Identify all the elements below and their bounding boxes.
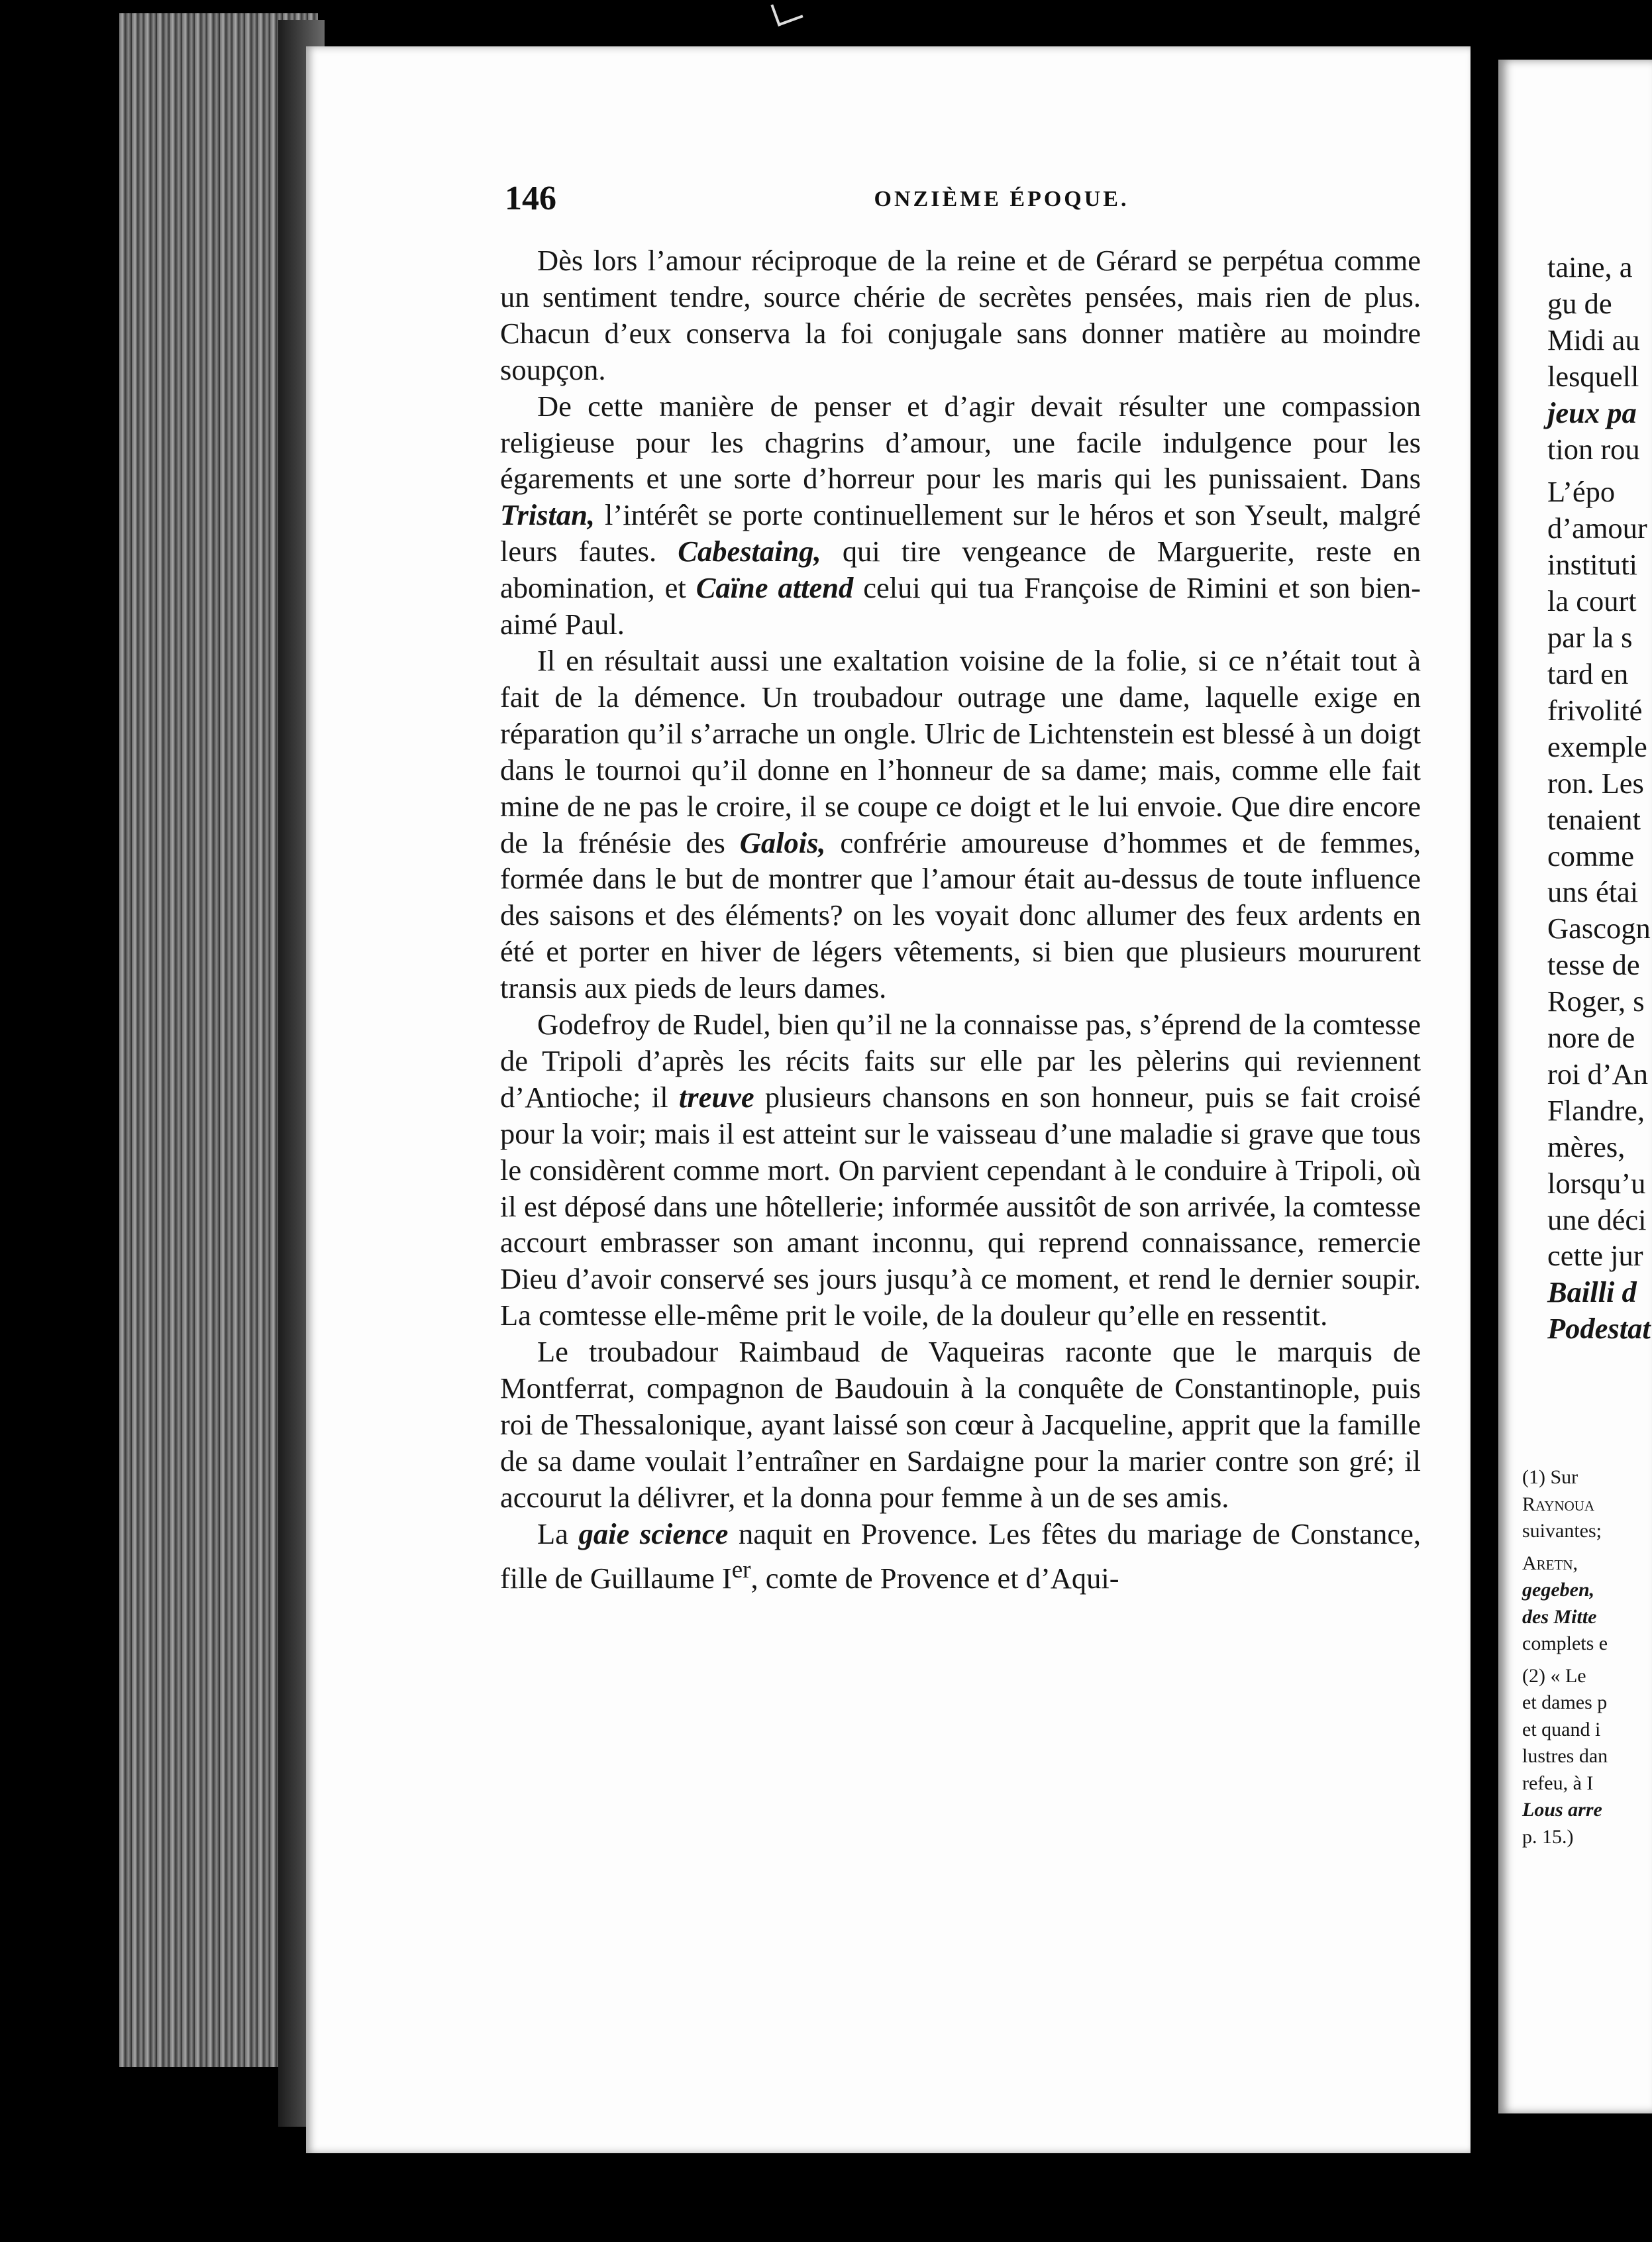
right-page-line: p. 15.) [1522,1825,1574,1848]
paragraph-text: l’intérêt se porte continuellement sur le héros et son Yseult, malgré leurs fautes. [500,498,1421,568]
right-page-line: Podestat [1547,1312,1651,1346]
paragraph-text: Le troubadour Raimbaud de Vaqueiras raconte que le marquis de Montferrat, compagnon de Baudouin à la conquête de Constantinople, puis roi de Thessalonique, ayant laissé son cœur à Jacqueline, apprit que la famille de sa dame voulait l’entraîner en Sardaigne pour la marier contre son gré; il accourut la délivrer, et la donna pour femme à un de ses amis. [500,1335,1421,1514]
paragraph-3 [500,643,1421,1006]
right-page-line: lustres dan [1522,1745,1608,1767]
right-page-line: Roger, s [1547,985,1645,1018]
right-page-line: tard en [1547,657,1629,690]
right-page-footnotes [1522,1464,1652,1850]
right-page-line: et quand i [1522,1718,1601,1740]
right-page-line: Flandre, [1547,1093,1645,1127]
paragraph-text: Godefroy de Rudel, bien qu’il ne la connaisse pas, s’éprend de la comtesse de Tripoli d’après les récits faits sur elle par les pèlerins qui reviennent d’Antioche; il [500,1008,1421,1114]
right-page-text [1547,249,1652,1347]
right-page-line: Midi au [1547,323,1640,356]
right-page-line: Gascogn [1547,912,1651,945]
right-page-line: tesse de [1547,948,1640,982]
paragraph-2 [500,388,1421,643]
right-page-line: des Mitte [1522,1605,1597,1628]
right-page-line: L’épo [1547,475,1616,509]
body-text [500,242,1421,1596]
right-page-line: roi d’An [1547,1057,1649,1091]
right-page-line: lesquell [1547,359,1639,393]
right-page-line: gegeben, [1522,1579,1595,1601]
right-page-line: suivantes; [1522,1520,1602,1542]
right-page-line: mères, [1547,1130,1626,1163]
right-page-line: une déci [1547,1202,1647,1236]
page-number: 146 [505,180,556,217]
superscript: er [731,1556,751,1583]
right-page-line: et dames p [1522,1691,1608,1713]
left-page [306,46,1471,2153]
running-head [505,179,1498,225]
paragraph-4 [500,1006,1421,1334]
right-page-line: par la s [1547,621,1633,655]
italic-word-treuve: treuve [678,1080,754,1114]
paragraph-5 [500,1334,1421,1516]
right-page-line: instituti [1547,548,1637,582]
right-page-line: comme [1547,839,1634,873]
right-page-line: d’amour [1547,511,1647,545]
right-page-line: complets e [1522,1632,1608,1654]
right-page-line: ron. Les [1547,766,1644,800]
right-page-line: lorsqu’u [1547,1166,1646,1200]
paragraph-6 [500,1516,1421,1597]
paragraph-text: Il en résultait aussi une exaltation voisine de la folie, si ce n’était tout à fait de la démence. Un troubadour outrage une dame, laquelle exige en réparation qu’il s’arrache un ongle. Ulric de Lichtenstein est blessé à un doigt dans le tournoi qu’il donne en l’honneur de sa dame; mais, comme elle fait mine de ne pas le croire, il se coupe ce doigt et le lui envoie. Que dire encore de la frénésie des [500,643,1421,859]
pencil-mark [770,0,803,27]
right-page-line: Bailli d [1547,1275,1637,1309]
right-page-fragment [1498,60,1652,2113]
paragraph-text: , comte de Provence et d’Aqui- [750,1561,1119,1595]
right-page-line: taine, a [1547,250,1633,284]
paragraph-text: Dès lors l’amour réciproque de la reine et de Gérard se perpétua comme un sentiment tendre, source chérie de secrètes pensées, mais rien de plus. Chacun d’eux conserva la foi conjugale sans donner matière au moindre soupçon. [500,244,1421,386]
right-page-line: Raynoua [1522,1493,1595,1515]
right-page-line: exemple [1547,729,1647,763]
italic-title-tristan: Tristan, [500,498,595,532]
paragraph-1 [500,242,1421,388]
italic-phrase-caine: Caïne attend [696,571,854,605]
paragraph-text: De cette manière de penser et d’agir devait résulter une compassion religieuse pour les chagrins d’amour, une facile indulgence pour les égarements et une sorte d’horreur pour les maris qui les punissaient. Dans [500,389,1421,496]
right-page-line: jeux pa [1547,396,1637,429]
right-page-line: refeu, à I [1522,1772,1594,1794]
right-page-line: uns étai [1547,875,1639,909]
right-page-line: nore de [1547,1021,1635,1055]
italic-name-galois: Galois, [739,826,826,859]
right-page-line: tion rou [1547,432,1640,466]
right-page-line: cette jur [1547,1239,1643,1273]
right-page-line: gu de [1547,286,1612,320]
paragraph-text: plusieurs chansons en son honneur, puis se fait croisé pour la voir; mais il est atteint sur le vaisseau d’une maladie si grave que tous le considèrent comme mort. On parvient cependant à le conduire à Tripoli, où il est déposé dans une hôtellerie; informée aussitôt de son arrivée, la comtesse accourt embrasser son amant inconnu, qui reprend connaissance, remercie Dieu d’avoir conservé ses jours jusqu’à ce moment, et rend le dernier soupir. La comtesse elle-même prit le voile, de la douleur qu’elle en ressentit. [500,1080,1421,1332]
right-page-line: Aretn, [1522,1552,1578,1574]
right-page-line: Lous arre [1522,1799,1602,1821]
paragraph-text: naquit en Provence. Les fêtes du mariage de Constance, fille de Guillaume I [500,1517,1421,1595]
right-page-line: tenaient [1547,802,1641,836]
paragraph-text: La [537,1517,579,1550]
right-page-line: (2) « Le [1522,1664,1586,1687]
right-page-line: frivolité [1547,693,1643,727]
paragraph-text: qui tire vengeance de Marguerite, reste en abomination, et [500,535,1421,605]
right-page-line: (1) Sur [1522,1466,1578,1488]
italic-phrase-gaie-science: gaie science [578,1517,729,1550]
paragraph-text: confrérie amoureuse d’hommes et de femmes, formée dans le but de montrer que l’amour était au-dessus de toute influence des saisons et des éléments? on les voyait donc allumer des feux ardents en été et porter en hiver de légers vêtements, si bien que plusieurs moururent transis aux pieds de leurs dames. [500,826,1421,1005]
right-page-line: la court [1547,584,1637,618]
italic-name-cabestaing: Cabestaing, [678,535,821,568]
chapter-title: ONZIÈME ÉPOQUE. [874,187,1129,211]
paragraph-text: celui qui tua Françoise de Rimini et son bien-aimé Paul. [500,571,1421,641]
